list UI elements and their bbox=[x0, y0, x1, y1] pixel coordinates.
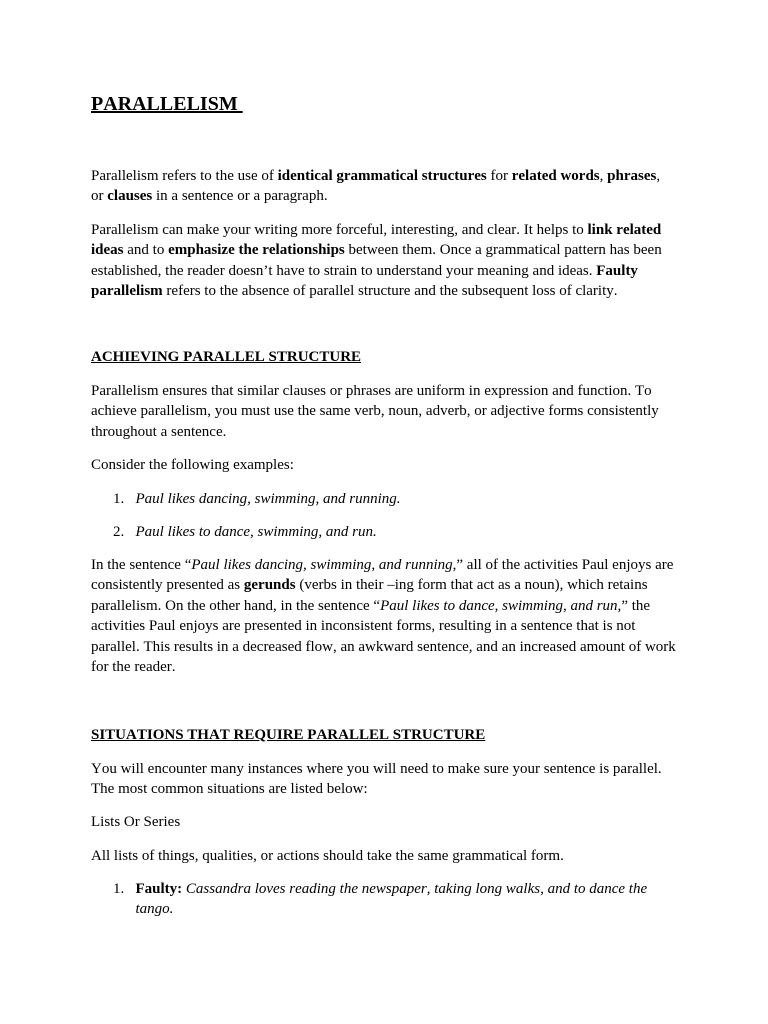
list-item bbox=[113, 879, 676, 920]
example-sentence: Paul likes dancing, swimming, and running. bbox=[135, 490, 401, 507]
page-title bbox=[91, 92, 681, 116]
text-run: ,” all of the activities Paul enjoys are bbox=[452, 556, 674, 573]
text-run: and to bbox=[123, 242, 169, 259]
section-heading-achieving: ACHIEVING PARALLEL STRUCTURE bbox=[91, 348, 362, 365]
example-sentence: Cassandra loves reading the newspaper, taking long walks, and to dance the bbox=[185, 880, 648, 897]
text-line: throughout a sentence. bbox=[91, 423, 227, 440]
benefits-paragraph bbox=[91, 220, 681, 302]
text-run: , bbox=[599, 167, 608, 184]
italic-quote: Paul likes dancing, swimming, and running bbox=[191, 556, 453, 573]
subheading-lists-or-series: Lists Or Series bbox=[91, 813, 181, 830]
text-line: for the reader. bbox=[91, 658, 176, 675]
lists-rule-paragraph: All lists of things, qualities, or actions should take the same grammatical form. bbox=[91, 847, 564, 864]
achieving-paragraph bbox=[91, 381, 681, 442]
text-run: Parallelism can make your writing more forceful, interesting, and clear. It helps to bbox=[91, 221, 588, 238]
situations-paragraph bbox=[91, 759, 681, 800]
faulty-label: Faulty: bbox=[135, 880, 183, 897]
list-number: 1. bbox=[113, 490, 125, 507]
text-run: for bbox=[486, 167, 512, 184]
text-run: parallelism. On the other hand, in the sentence “ bbox=[91, 597, 381, 614]
bold-term: related words bbox=[511, 167, 600, 184]
text-run: (verbs in their –ing form that act as a noun), which retains bbox=[295, 577, 648, 594]
bold-term: Faulty bbox=[596, 262, 638, 279]
bold-term: link related bbox=[587, 221, 662, 238]
bold-term: parallelism bbox=[91, 283, 163, 300]
text-line: achieve parallelism, you must use the same verb, noun, adverb, or adjective forms consistently bbox=[91, 403, 659, 420]
list-number: 1. bbox=[113, 880, 125, 897]
text-run: In the sentence “ bbox=[91, 556, 192, 573]
list-item bbox=[113, 489, 676, 509]
text-run: refers to the absence of parallel structure and the subsequent loss of clarity. bbox=[162, 283, 618, 300]
bold-term: emphasize the relationships bbox=[168, 242, 345, 259]
intro-paragraph bbox=[91, 166, 681, 207]
explanation-paragraph bbox=[91, 555, 681, 678]
text-run: in a sentence or a paragraph. bbox=[152, 188, 328, 205]
bold-term: ideas bbox=[91, 242, 124, 259]
list-item bbox=[113, 522, 676, 542]
bold-term: clauses bbox=[107, 188, 153, 205]
examples-intro: Consider the following examples: bbox=[91, 456, 294, 473]
bold-term: gerunds bbox=[243, 577, 296, 594]
text-run: ” the bbox=[621, 597, 651, 614]
example-sentence-continued: tango. bbox=[135, 901, 174, 918]
bold-term: phrases bbox=[607, 167, 657, 184]
text-run: established, the reader doesn’t have to strain to understand your meaning and ideas. bbox=[91, 262, 597, 279]
page-title-text: PARALLELISM bbox=[91, 93, 243, 115]
example-sentence: Paul likes to dance, swimming, and run. bbox=[135, 523, 377, 540]
text-line: Parallelism ensures that similar clauses or phrases are uniform in expression and function. To bbox=[91, 382, 652, 399]
text-run: consistently presented as bbox=[91, 577, 244, 594]
text-run: or bbox=[91, 188, 108, 205]
list-number: 2. bbox=[113, 523, 125, 540]
text-line: activities Paul enjoys are presented in inconsistent forms, resulting in a sentence that is not bbox=[91, 618, 636, 635]
text-line: The most common situations are listed below: bbox=[91, 781, 368, 798]
text-run: Parallelism refers to the use of bbox=[91, 167, 278, 184]
text-line: You will encounter many instances where you will need to make sure your sentence is parallel. bbox=[91, 760, 662, 777]
text-line: parallel. This results in a decreased flow, an awkward sentence, and an increased amount of work bbox=[91, 638, 676, 655]
section-heading-situations: SITUATIONS THAT REQUIRE PARALLEL STRUCTURE bbox=[91, 726, 486, 743]
bold-term: identical grammatical structures bbox=[277, 167, 487, 184]
text-run: between them. Once a grammatical pattern has been bbox=[344, 242, 662, 259]
text-run: , bbox=[656, 167, 661, 184]
italic-quote: Paul likes to dance, swimming, and run, bbox=[380, 597, 622, 614]
